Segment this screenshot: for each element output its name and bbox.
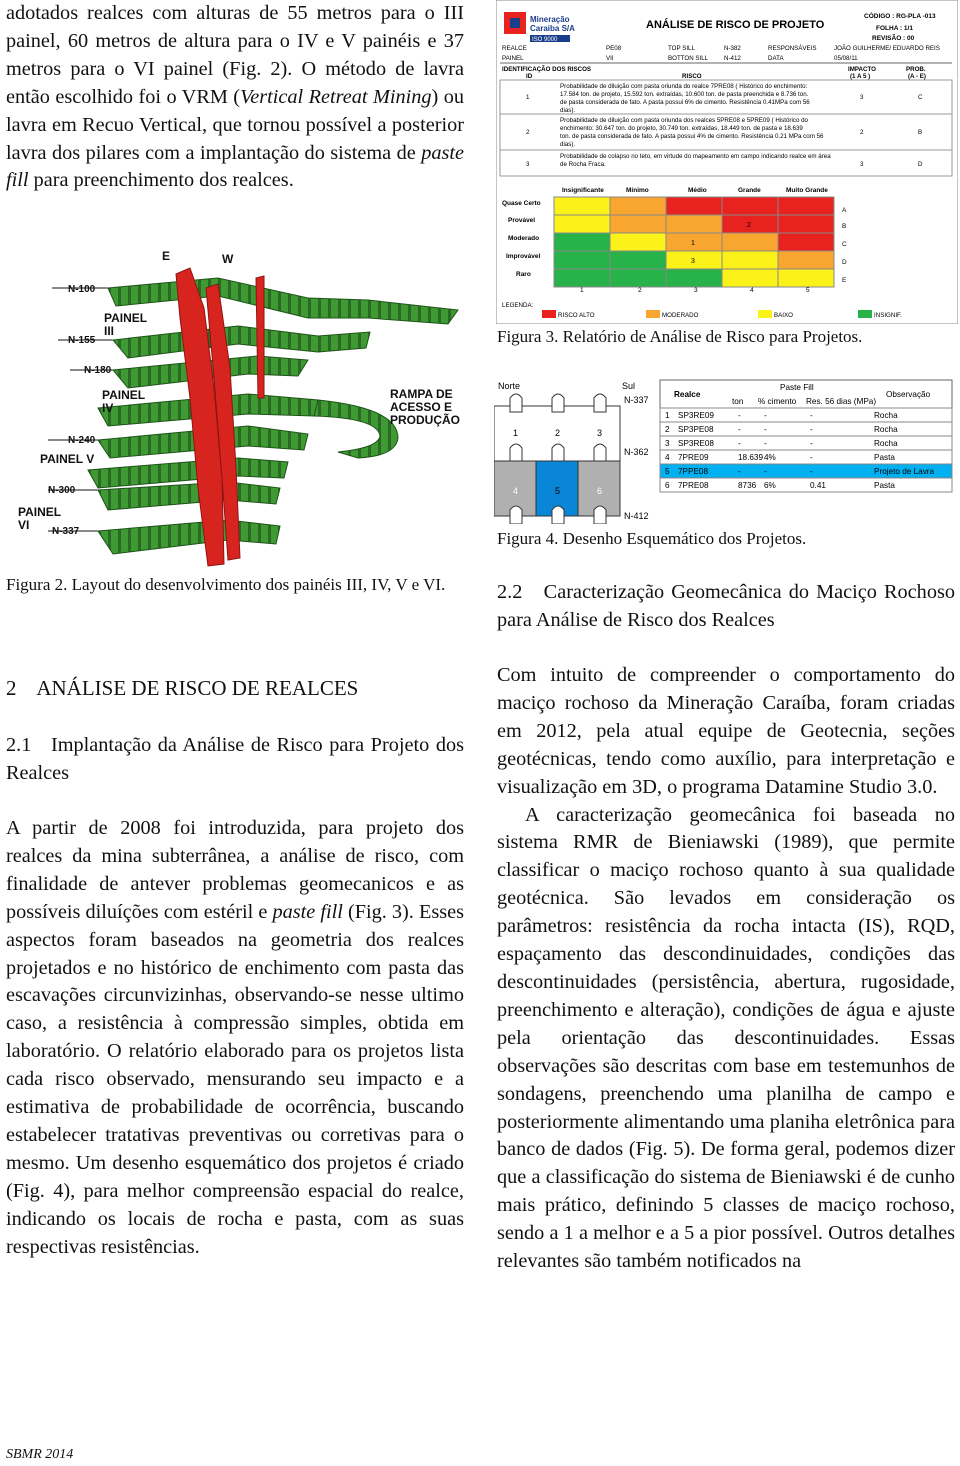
- svg-text:N-180: N-180: [84, 365, 112, 376]
- risk-text-line: de pasta considerada de fato. A pasta possui 6% de cimento. Resistência 0.41MPa com 56: [560, 99, 810, 106]
- svg-text:B: B: [918, 129, 923, 136]
- fig4-table-cell: -: [764, 425, 767, 434]
- svg-text:FOLHA : 1/1: FOLHA : 1/1: [876, 25, 913, 32]
- svg-text:ISO 9000: ISO 9000: [532, 37, 558, 43]
- svg-text:N-337: N-337: [52, 526, 80, 537]
- risk-text-line: 17.584 ton. de projeto, 15.592 ton. extraídas, 10.600 ton. de pasta preenchida e 8.736 ton.: [560, 91, 809, 98]
- svg-text:05/08/11: 05/08/11: [834, 55, 858, 62]
- svg-text:MODERADO: MODERADO: [662, 312, 699, 319]
- svg-text:PAINEL V: PAINEL V: [40, 452, 95, 466]
- fig4-table-cell: 6: [665, 481, 670, 490]
- fig4-table-cell: -: [764, 411, 767, 420]
- risk-matrix-cell: [778, 215, 834, 233]
- svg-text:LEGENDA:: LEGENDA:: [502, 302, 534, 309]
- risk-matrix-mark: 3: [691, 258, 695, 265]
- fig4-table-cell: 1: [665, 411, 670, 420]
- svg-text:ton: ton: [732, 397, 744, 406]
- svg-text:Raro: Raro: [516, 271, 531, 278]
- svg-text:% cimento: % cimento: [758, 397, 797, 406]
- section-2-2-paragraph-1: Com intuito de compreender o comportamento do maciço rochoso da Mineração Caraíba, foram criadas em 2012, pela atual equipe de Geotecnia, seções geotécnicas, tendo como auxílio, para interpretação e visualização em 3D, o programa Datamine Studio 3.0.: [497, 664, 955, 798]
- svg-text:TOP SILL: TOP SILL: [668, 45, 695, 52]
- risk-text-line: dias).: [560, 107, 576, 114]
- fig4-table-cell: -: [810, 467, 813, 476]
- svg-text:2: 2: [526, 129, 530, 136]
- svg-text:N-362: N-362: [624, 447, 649, 457]
- fig4-table-cell: Rocha: [874, 425, 898, 434]
- risk-matrix-cell: [610, 197, 666, 215]
- svg-text:N-337: N-337: [624, 395, 649, 405]
- svg-text:PE08: PE08: [606, 45, 622, 52]
- svg-text:N-155: N-155: [68, 335, 96, 346]
- svg-text:Insignificante: Insignificante: [562, 187, 604, 194]
- risk-matrix-mark: 1: [691, 240, 695, 247]
- risk-text-line: Probabilidade de diluição com pasta oriunda do realce 7PRE08 ( Histórico do enchimento:: [560, 83, 808, 90]
- svg-text:ID: ID: [526, 73, 533, 80]
- svg-text:ANÁLISE DE RISCO DE PROJETO: ANÁLISE DE RISCO DE PROJETO: [646, 19, 825, 31]
- figure-3-risk-report: [496, 0, 958, 324]
- fig4-table-cell: 4%: [764, 453, 776, 462]
- svg-text:Moderado: Moderado: [508, 235, 540, 242]
- risk-matrix-cell: [554, 269, 610, 287]
- svg-text:IMPACTO: IMPACTO: [848, 66, 876, 73]
- svg-text:2: 2: [638, 287, 642, 294]
- svg-text:BAIXO: BAIXO: [774, 312, 793, 319]
- svg-text:4: 4: [513, 486, 519, 496]
- fig4-table-cell: 3: [665, 439, 670, 448]
- risk-matrix-cell: [778, 233, 834, 251]
- risk-matrix-cell: [554, 197, 610, 215]
- svg-text:C: C: [842, 241, 847, 248]
- svg-text:N-300: N-300: [48, 485, 76, 496]
- fig4-table-cell: 4: [665, 453, 670, 462]
- risk-matrix-cell: [554, 251, 610, 269]
- figure-4-caption: Figura 4. Desenho Esquemático dos Projetos.: [497, 529, 807, 548]
- figure-2-caption: Figura 2. Layout do desenvolvimento dos painéis III, IV, V e VI.: [6, 575, 446, 594]
- svg-text:2: 2: [555, 428, 561, 438]
- section-2-2-heading: 2.2 Caracterização Geomecânica do Maciço Rochoso para Análise de Risco dos Realces: [497, 581, 960, 631]
- svg-text:D: D: [918, 161, 923, 168]
- svg-text:ACESSO E: ACESSO E: [390, 400, 453, 414]
- figure-2-mine-layout: [18, 248, 478, 574]
- fig4-table-cell: 18.639: [738, 453, 764, 462]
- svg-text:(A - E): (A - E): [908, 73, 926, 80]
- svg-text:Observação: Observação: [886, 390, 931, 399]
- svg-text:RESPONSÁVEIS: RESPONSÁVEIS: [768, 45, 817, 52]
- fig4-table-cell: -: [738, 439, 741, 448]
- fig4-table-cell: 5: [665, 467, 670, 476]
- risk-matrix-cell: [778, 269, 834, 287]
- risk-matrix-cell: [722, 269, 778, 287]
- svg-text:6: 6: [597, 486, 603, 496]
- svg-text:A: A: [842, 207, 847, 214]
- fig4-table-cell: -: [810, 439, 813, 448]
- risk-text-line: de Rocha Fraca.: [560, 161, 606, 168]
- svg-text:B: B: [842, 223, 847, 230]
- svg-text:RAMPA DE: RAMPA DE: [390, 387, 453, 401]
- figure-4-schematic: [494, 376, 958, 524]
- fig4-table-cell: SP3RE09: [678, 411, 714, 420]
- label-e: E: [162, 249, 171, 263]
- svg-text:INSIGNIF.: INSIGNIF.: [874, 312, 902, 319]
- fig4-table-cell: SP3PE08: [678, 425, 714, 434]
- fig4-table-cell: -: [738, 425, 741, 434]
- risk-text-line: ton. de pasta considerada de fato. A pasta possui 4% de cimento. Resistência 0.21 MPa com 56: [560, 133, 824, 140]
- svg-text:5: 5: [555, 486, 561, 496]
- svg-text:PAINEL: PAINEL: [104, 311, 148, 325]
- section-2-heading: 2 ANÁLISE DE RISCO DE REALCES: [6, 676, 359, 700]
- svg-text:Realce: Realce: [674, 390, 701, 399]
- fig4-table-cell: -: [738, 467, 741, 476]
- fig4-table-cell: -: [764, 467, 767, 476]
- svg-text:1: 1: [526, 94, 530, 101]
- svg-text:(1 A 5 ): (1 A 5 ): [850, 73, 871, 80]
- figure-3-caption: Figura 3. Relatório de Análise de Risco para Projetos.: [497, 327, 863, 346]
- svg-text:3: 3: [526, 161, 530, 168]
- fig4-table-cell: 7PRE08: [678, 481, 709, 490]
- fig4-table-cell: 7PRE09: [678, 453, 709, 462]
- section-2-2-paragraph-2: A caracterização geomecânica foi baseada no sistema RMR de Bieniawski (1989), que permite classificar o maciço rochoso quanto à sua qualidade geotécnica. São levados em consideração os parâmetros: resistência da rocha intacta (IS), RQD, espaçamento das descondinuidades, condições das descontinuidades (persistência, abertura, rugosidade, preenchimento e alteração), condições de água e ajuste pela orientação das descontinuidades. Essas observações são descritas com base em testemunhos de sondagens, preenchendo uma planilha de campo e posteriormente alimentando uma planiha eletrônica para banco de dados (Fig. 5). De forma geral, podemos dizer que a classificação do sistema de Bieniawski é de cunho mais prático, definindo 5 classes de maciço rochoso, sendo a 1 a melhor e a 5 a pior possível. Outros detalhes relevantes são também notificados na: [497, 803, 955, 1273]
- risk-matrix-cell: [722, 233, 778, 251]
- fig4-table-cell: 6%: [764, 481, 776, 490]
- svg-text:N-412: N-412: [724, 55, 741, 62]
- svg-text:JOÃO GUILHERME/ EDUARDO REIS: JOÃO GUILHERME/ EDUARDO REIS: [834, 45, 940, 52]
- svg-text:3: 3: [860, 161, 864, 168]
- svg-text:5: 5: [806, 287, 810, 294]
- fig4-table-cell: SP3RE08: [678, 439, 714, 448]
- risk-text-line: Probabilidade de diluição com pasta oriunda dos realces 5PRE08 e 5PRE09 ( Histórico do: [560, 117, 808, 124]
- svg-text:D: D: [842, 259, 847, 266]
- fig4-table-cell: Projeto de Lavra: [874, 467, 935, 476]
- svg-text:2: 2: [860, 129, 864, 136]
- section-2-2-body: [497, 662, 955, 1276]
- svg-text:VI: VI: [18, 518, 30, 532]
- intro-paragraph: adotados realces com alturas de 55 metros para o III painel, 60 metros de altura para o IV e V painéis e 37 metros para o VI painel (Fig. 2). O método de lavra então escolhido foi o VRM (Vertical Retreat Mining) ou lavra em Recuo Vertical, que tornou possível a posterior lavra dos pilares com a implantação do sistema de paste fill para preenchimento dos realces.: [6, 2, 464, 192]
- page-footer: SBMR 2014: [6, 1447, 74, 1462]
- svg-text:Improvável: Improvável: [506, 253, 541, 260]
- svg-text:Quase Certo: Quase Certo: [502, 200, 541, 207]
- risk-matrix-cell: [610, 233, 666, 251]
- section-2-1-heading: 2.1 Implantação da Análise de Risco para Projeto dos Realces: [6, 734, 470, 784]
- label-w: W: [222, 252, 234, 266]
- svg-text:3: 3: [597, 428, 603, 438]
- svg-text:N-100: N-100: [68, 284, 96, 295]
- svg-text:N-240: N-240: [68, 435, 96, 446]
- fig4-table-cell: -: [764, 439, 767, 448]
- fig4-table-cell: 2: [665, 425, 670, 434]
- svg-text:Muito Grande: Muito Grande: [786, 187, 828, 194]
- svg-text:Paste Fill: Paste Fill: [780, 383, 814, 392]
- svg-text:RISCO ALTO: RISCO ALTO: [558, 312, 595, 319]
- fig4-table-cell: 0.41: [810, 481, 826, 490]
- fig4-table-cell: Pasta: [874, 453, 895, 462]
- svg-text:1: 1: [580, 287, 584, 294]
- svg-text:Provável: Provável: [508, 217, 536, 224]
- risk-matrix-cell: [666, 269, 722, 287]
- svg-text:Res. 56 dias (MPa): Res. 56 dias (MPa): [806, 397, 877, 406]
- svg-text:PAINEL: PAINEL: [102, 388, 146, 402]
- risk-matrix-cell: [554, 233, 610, 251]
- svg-text:Caraiba S/A: Caraiba S/A: [530, 24, 575, 33]
- svg-text:DATA: DATA: [768, 55, 784, 62]
- svg-text:Sul: Sul: [622, 381, 636, 391]
- svg-text:Mineração: Mineração: [530, 15, 570, 24]
- svg-text:REALCE: REALCE: [502, 45, 527, 52]
- risk-matrix-cell: [778, 197, 834, 215]
- risk-matrix-cell: [666, 197, 722, 215]
- svg-text:Médio: Médio: [688, 187, 707, 194]
- svg-text:RISCO: RISCO: [682, 73, 702, 80]
- svg-text:N-412: N-412: [624, 511, 649, 521]
- risk-matrix-cell: [778, 251, 834, 269]
- svg-text:IV: IV: [102, 401, 114, 415]
- svg-text:E: E: [842, 277, 847, 284]
- section-2-1-paragraph: A partir de 2008 foi introduzida, para projeto dos realces da mina subterrânea, a análise de risco, com finalidade de antever problemas geomecanicos e as possíveis diluíções com estéril e paste fill (Fig. 3). Esses aspectos foram baseados na geometria dos realces projetados e no histórico de enchimento com pasta das escavações circunvizinhas, observando-se nesse ultimo caso, a resistência à compressão simples, obtida em laboratório. O relatório elaborado para os projetos lista cada risco observado, mensurando seu impacto e a estimativa de probabilidade de ocorrência, buscando estabelecer tratativas preventivas ou corretivas para o mesmo. Um desenho esquemático dos projetos é criado (Fig. 4), para melhor compreensão espacial do realce, indicando os locais de rocha e pasta, com as suas respectivas resistências.: [6, 817, 465, 1258]
- risk-matrix-cell: [722, 197, 778, 215]
- risk-text-line: dias).: [560, 141, 576, 148]
- svg-text:Norte: Norte: [498, 381, 521, 391]
- svg-text:BOTTON SILL: BOTTON SILL: [668, 55, 709, 62]
- risk-matrix-cell: [554, 215, 610, 233]
- risk-matrix-mark: 2: [747, 222, 751, 229]
- fig4-table-cell: -: [810, 453, 813, 462]
- svg-text:VII: VII: [606, 55, 614, 62]
- svg-text:C: C: [918, 94, 923, 101]
- svg-text:1: 1: [513, 428, 519, 438]
- fig4-table-cell: -: [738, 411, 741, 420]
- fig4-table-cell: -: [810, 411, 813, 420]
- svg-text:PRODUÇÃO: PRODUÇÃO: [390, 413, 461, 427]
- svg-text:4: 4: [750, 287, 754, 294]
- svg-text:PROB.: PROB.: [906, 66, 926, 73]
- risk-matrix-cell: [610, 251, 666, 269]
- svg-text:CÓDIGO : RG-PLA -013: CÓDIGO : RG-PLA -013: [864, 13, 936, 20]
- risk-matrix-cell: [610, 215, 666, 233]
- fig4-table-cell: Rocha: [874, 411, 898, 420]
- svg-text:PAINEL: PAINEL: [18, 505, 62, 519]
- svg-text:Mínimo: Mínimo: [626, 187, 649, 194]
- svg-text:REVISÃO : 00: REVISÃO : 00: [872, 35, 915, 42]
- fig4-table-cell: Pasta: [874, 481, 895, 490]
- svg-text:3: 3: [860, 94, 864, 101]
- risk-text-line: Probabilidade de colapso no teto, em virtude do mapeamento em campo indicando realce em área: [560, 153, 831, 160]
- fig4-table-cell: 7PPE08: [678, 467, 709, 476]
- fig4-table-cell: Rocha: [874, 439, 898, 448]
- risk-text-line: enchimento: 30.647 ton. do projeto, 30.749 ton. extraídas, 18.449 ton. de pasta e 18.639: [560, 125, 803, 132]
- svg-text:3: 3: [694, 287, 698, 294]
- risk-matrix-cell: [666, 215, 722, 233]
- svg-text:III: III: [104, 324, 115, 338]
- risk-matrix-cell: [610, 269, 666, 287]
- fig4-table-cell: -: [810, 425, 813, 434]
- svg-text:IDENTIFICAÇÃO DOS RISCOS: IDENTIFICAÇÃO DOS RISCOS: [502, 66, 592, 73]
- risk-matrix-cell: [722, 251, 778, 269]
- svg-text:N-382: N-382: [724, 45, 741, 52]
- svg-text:Grande: Grande: [738, 187, 761, 194]
- svg-text:PAINEL: PAINEL: [502, 55, 524, 62]
- fig4-table-cell: 8736: [738, 481, 757, 490]
